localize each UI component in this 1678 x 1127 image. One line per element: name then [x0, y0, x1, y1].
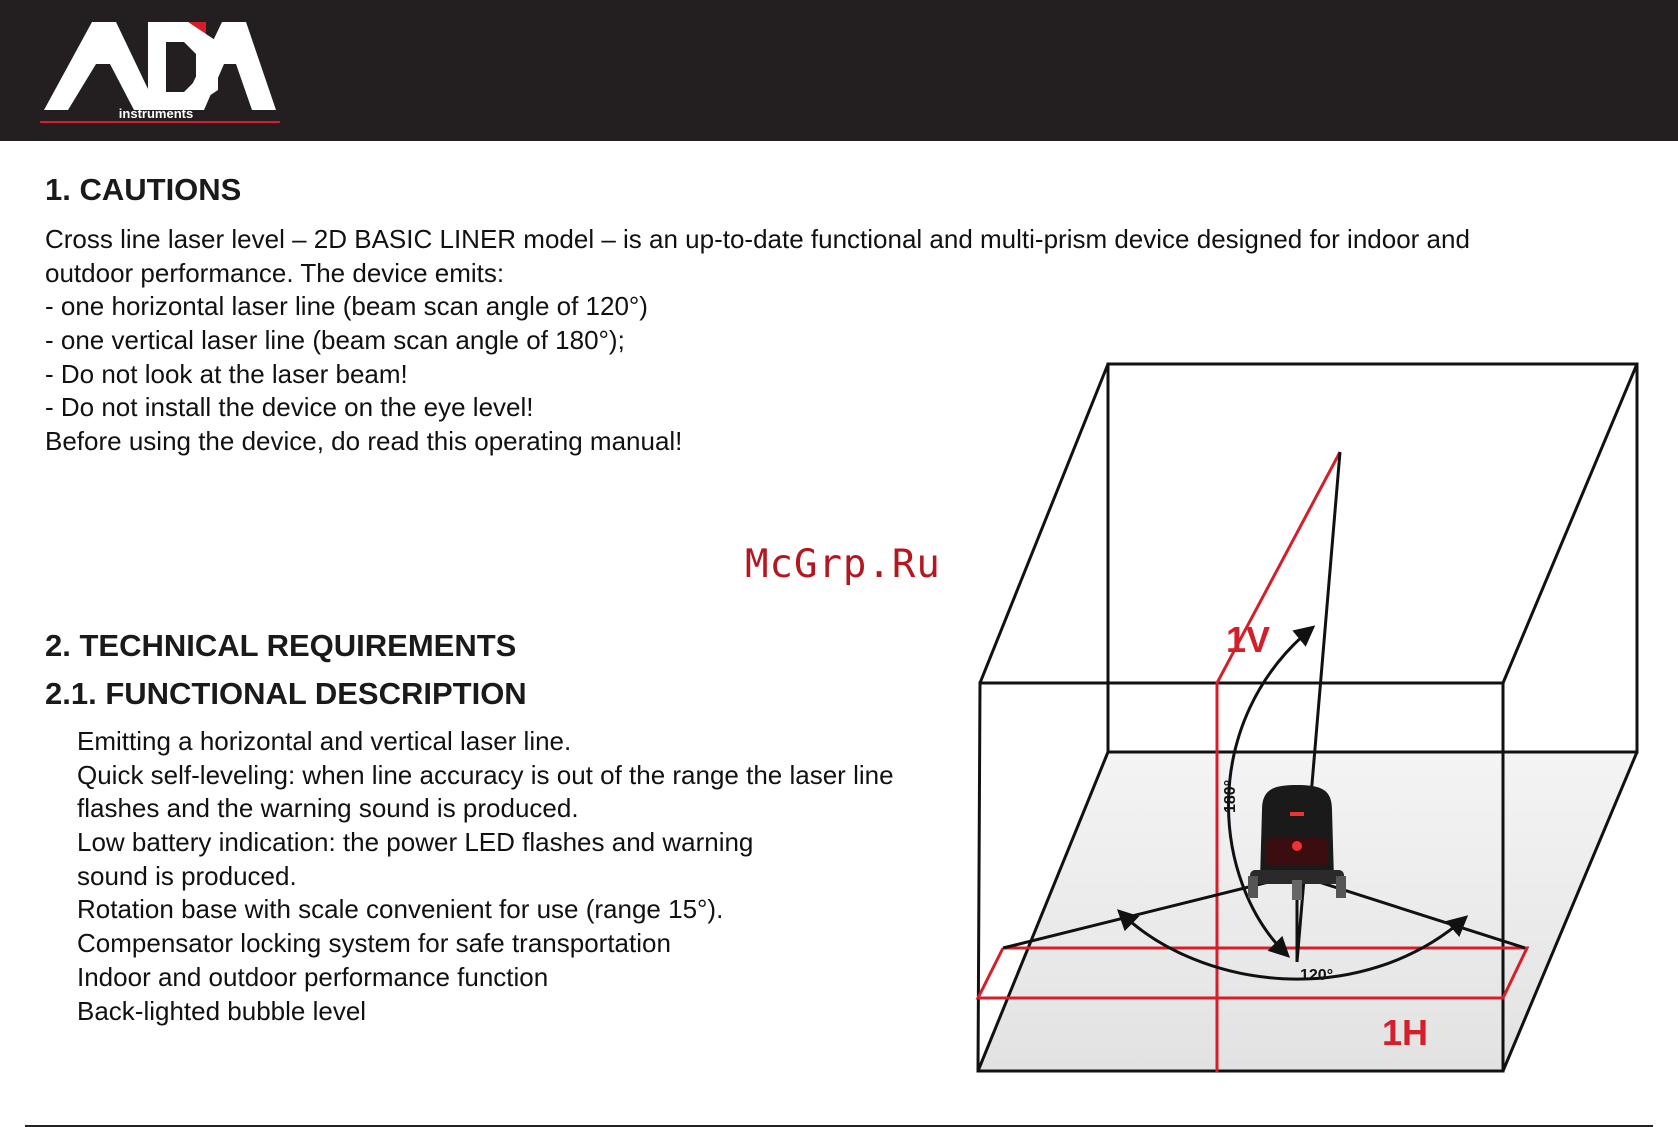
horizontal-angle-label: 120° [1300, 967, 1334, 984]
ada-logo [40, 14, 280, 130]
text-line: Indoor and outdoor performance function [77, 961, 549, 992]
logo-letter-a-left [44, 22, 158, 110]
watermark: McGrp.Ru [745, 542, 941, 587]
header-bar [0, 0, 1678, 141]
text-line: Before using the device, do read this operating manual! [45, 426, 683, 457]
text-line: - one horizontal laser line (beam scan angle of 120°) [45, 291, 648, 322]
text-line: flashes and the warning sound is produced. [77, 793, 579, 824]
text-line: Quick self-leveling: when line accuracy is out of the range the laser line [77, 759, 894, 790]
text-line: Rotation base with scale convenient for use (range 15°). [77, 894, 724, 925]
room-back-wall [1108, 364, 1637, 752]
text-line: Back-lighted bubble level [77, 995, 367, 1026]
laser-room-diagram [970, 355, 1650, 1090]
technical-heading: 2. TECHNICAL REQUIREMENTS [45, 628, 517, 663]
text-line: - Do not install the device on the eye level! [45, 392, 534, 423]
functional-subheading: 2.1. FUNCTIONAL DESCRIPTION [45, 676, 527, 711]
text-line: Emitting a horizontal and vertical laser line. [77, 726, 572, 756]
text-line: Compensator locking system for safe transportation [77, 928, 671, 959]
vertical-angle-label: 180° [1222, 779, 1239, 813]
functional-description [77, 725, 894, 1028]
text-line: outdoor performance. The device emits: [45, 257, 505, 288]
text-line: Low battery indication: the power LED flashes and warning [77, 827, 754, 858]
horizontal-line-label: 1H [1382, 1012, 1429, 1053]
cautions-heading: 1. CAUTIONS [45, 172, 242, 207]
vertical-line-label: 1V [1226, 619, 1271, 660]
logo-subtext: instruments [118, 106, 194, 121]
text-line: sound is produced. [77, 860, 297, 891]
text-line: - one vertical laser line (beam scan angle of 180°); [45, 325, 625, 356]
laser-device [1248, 785, 1346, 900]
text-line: - Do not look at the laser beam! [45, 358, 408, 389]
text-line: Cross line laser level – 2D BASIC LINER model – is an up-to-date functional and multi-prism device designed for indoor and [45, 224, 1470, 254]
